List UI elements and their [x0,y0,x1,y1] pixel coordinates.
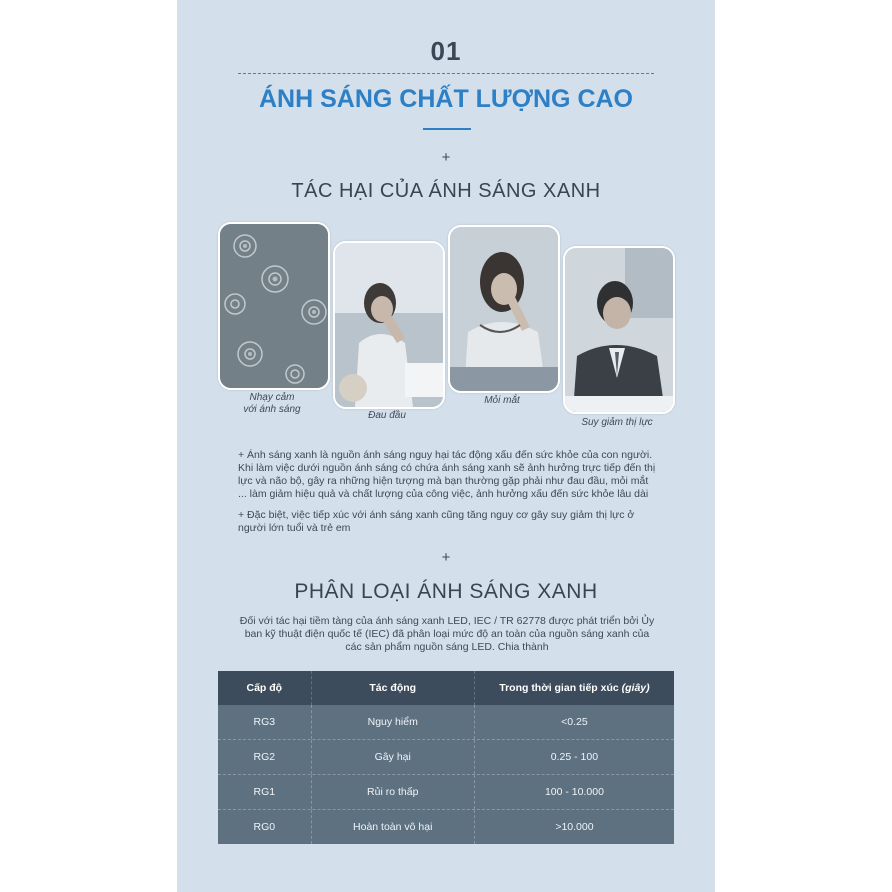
header-exposure-time-label: Trong thời gian tiếp xúc [499,682,619,694]
section-number: 01 [430,36,462,66]
table-row [218,809,674,844]
header-effect: Tác động [311,671,474,705]
vision-decline-photo [563,246,675,414]
caption-sensitive-line2: với ánh sáng [243,404,301,415]
header-exposure-time [474,671,674,705]
section-title-classification: PHÂN LOẠI ÁNH SÁNG XANH [294,580,598,603]
caption-headache-line1: Đau đầu [368,410,406,421]
harm-paragraph-2: + Đặc biệt, việc tiếp xúc với ánh sáng xanh cũng tăng nguy cơ gây suy giảm thị lực ở người lớn tuổi và trẻ em [238,509,635,534]
eye-strain-photo [448,225,560,393]
section-title-blue-light-harm: TÁC HẠI CỦA ÁNH SÁNG XANH [291,180,601,202]
table-header-row [218,671,674,705]
caption-sensitive-line1: Nhạy cảm [249,392,295,403]
plus-icon: + [441,149,451,166]
caption-eye-strain-line1: Mỏi mắt [484,395,520,406]
title-underline [423,128,471,130]
caption-sensitive [218,392,326,416]
cell-effect: Nguy hiểm [311,705,474,739]
table-row [218,739,674,774]
cell-level: RG2 [253,751,276,763]
cell-exposure-time: >10.000 [474,810,674,844]
cell-exposure-time: <0.25 [474,705,674,739]
cell-effect: Rủi ro thấp [311,775,474,809]
headache-photo [333,241,445,409]
cell-effect: Gây hại [311,740,474,774]
cell-level: RG1 [253,786,276,798]
table-row [218,774,674,809]
table-row [218,705,674,739]
caption-vision-decline [563,417,671,429]
cell-level: RG0 [253,821,276,833]
header-exposure-time-unit: (giây) [621,682,650,694]
dashed-divider [238,73,654,74]
cell-exposure-time: 0.25 - 100 [474,740,674,774]
classification-intro: Đối với tác hại tiềm tàng của ánh sáng xanh LED, IEC / TR 62778 được phát triển bởi Ủy ban kỹ thuật điện quốc tế (IEC) đã phân loại mức độ an toàn của nguồn sáng xanh của các sản phẩm nguồn sáng LED. Chia thành [239,615,655,653]
caption-vision-decline-line1: Suy giảm thị lực [581,417,653,428]
plus-icon: + [441,549,451,566]
content-page [177,0,715,892]
harm-paragraph-1: + Ánh sáng xanh là nguồn ánh sáng nguy hại tác động xấu đến sức khỏe của con người. Khi làm việc dưới nguồn ánh sáng có chứa ánh sáng xanh sẽ ảnh hưởng trực tiếp đến thị lực và não bộ, gây ra những hiện tượng mà bạn thường gặp phải như đau đầu, mỏi mắt ... làm giảm hiệu quả và chất lượng của công việc, ảnh hưởng xấu đến sức khỏe lâu dài [238,449,656,500]
cell-effect: Hoàn toàn vô hại [311,810,474,844]
risk-group-table [218,671,674,844]
virus-photo [218,222,330,390]
cell-level: RG3 [253,716,276,728]
cell-exposure-time: 100 - 10.000 [474,775,674,809]
main-title: ÁNH SÁNG CHẤT LƯỢNG CAO [259,85,633,113]
caption-headache [333,410,441,422]
caption-eye-strain [448,395,556,407]
header-level: Cấp độ [246,682,283,694]
